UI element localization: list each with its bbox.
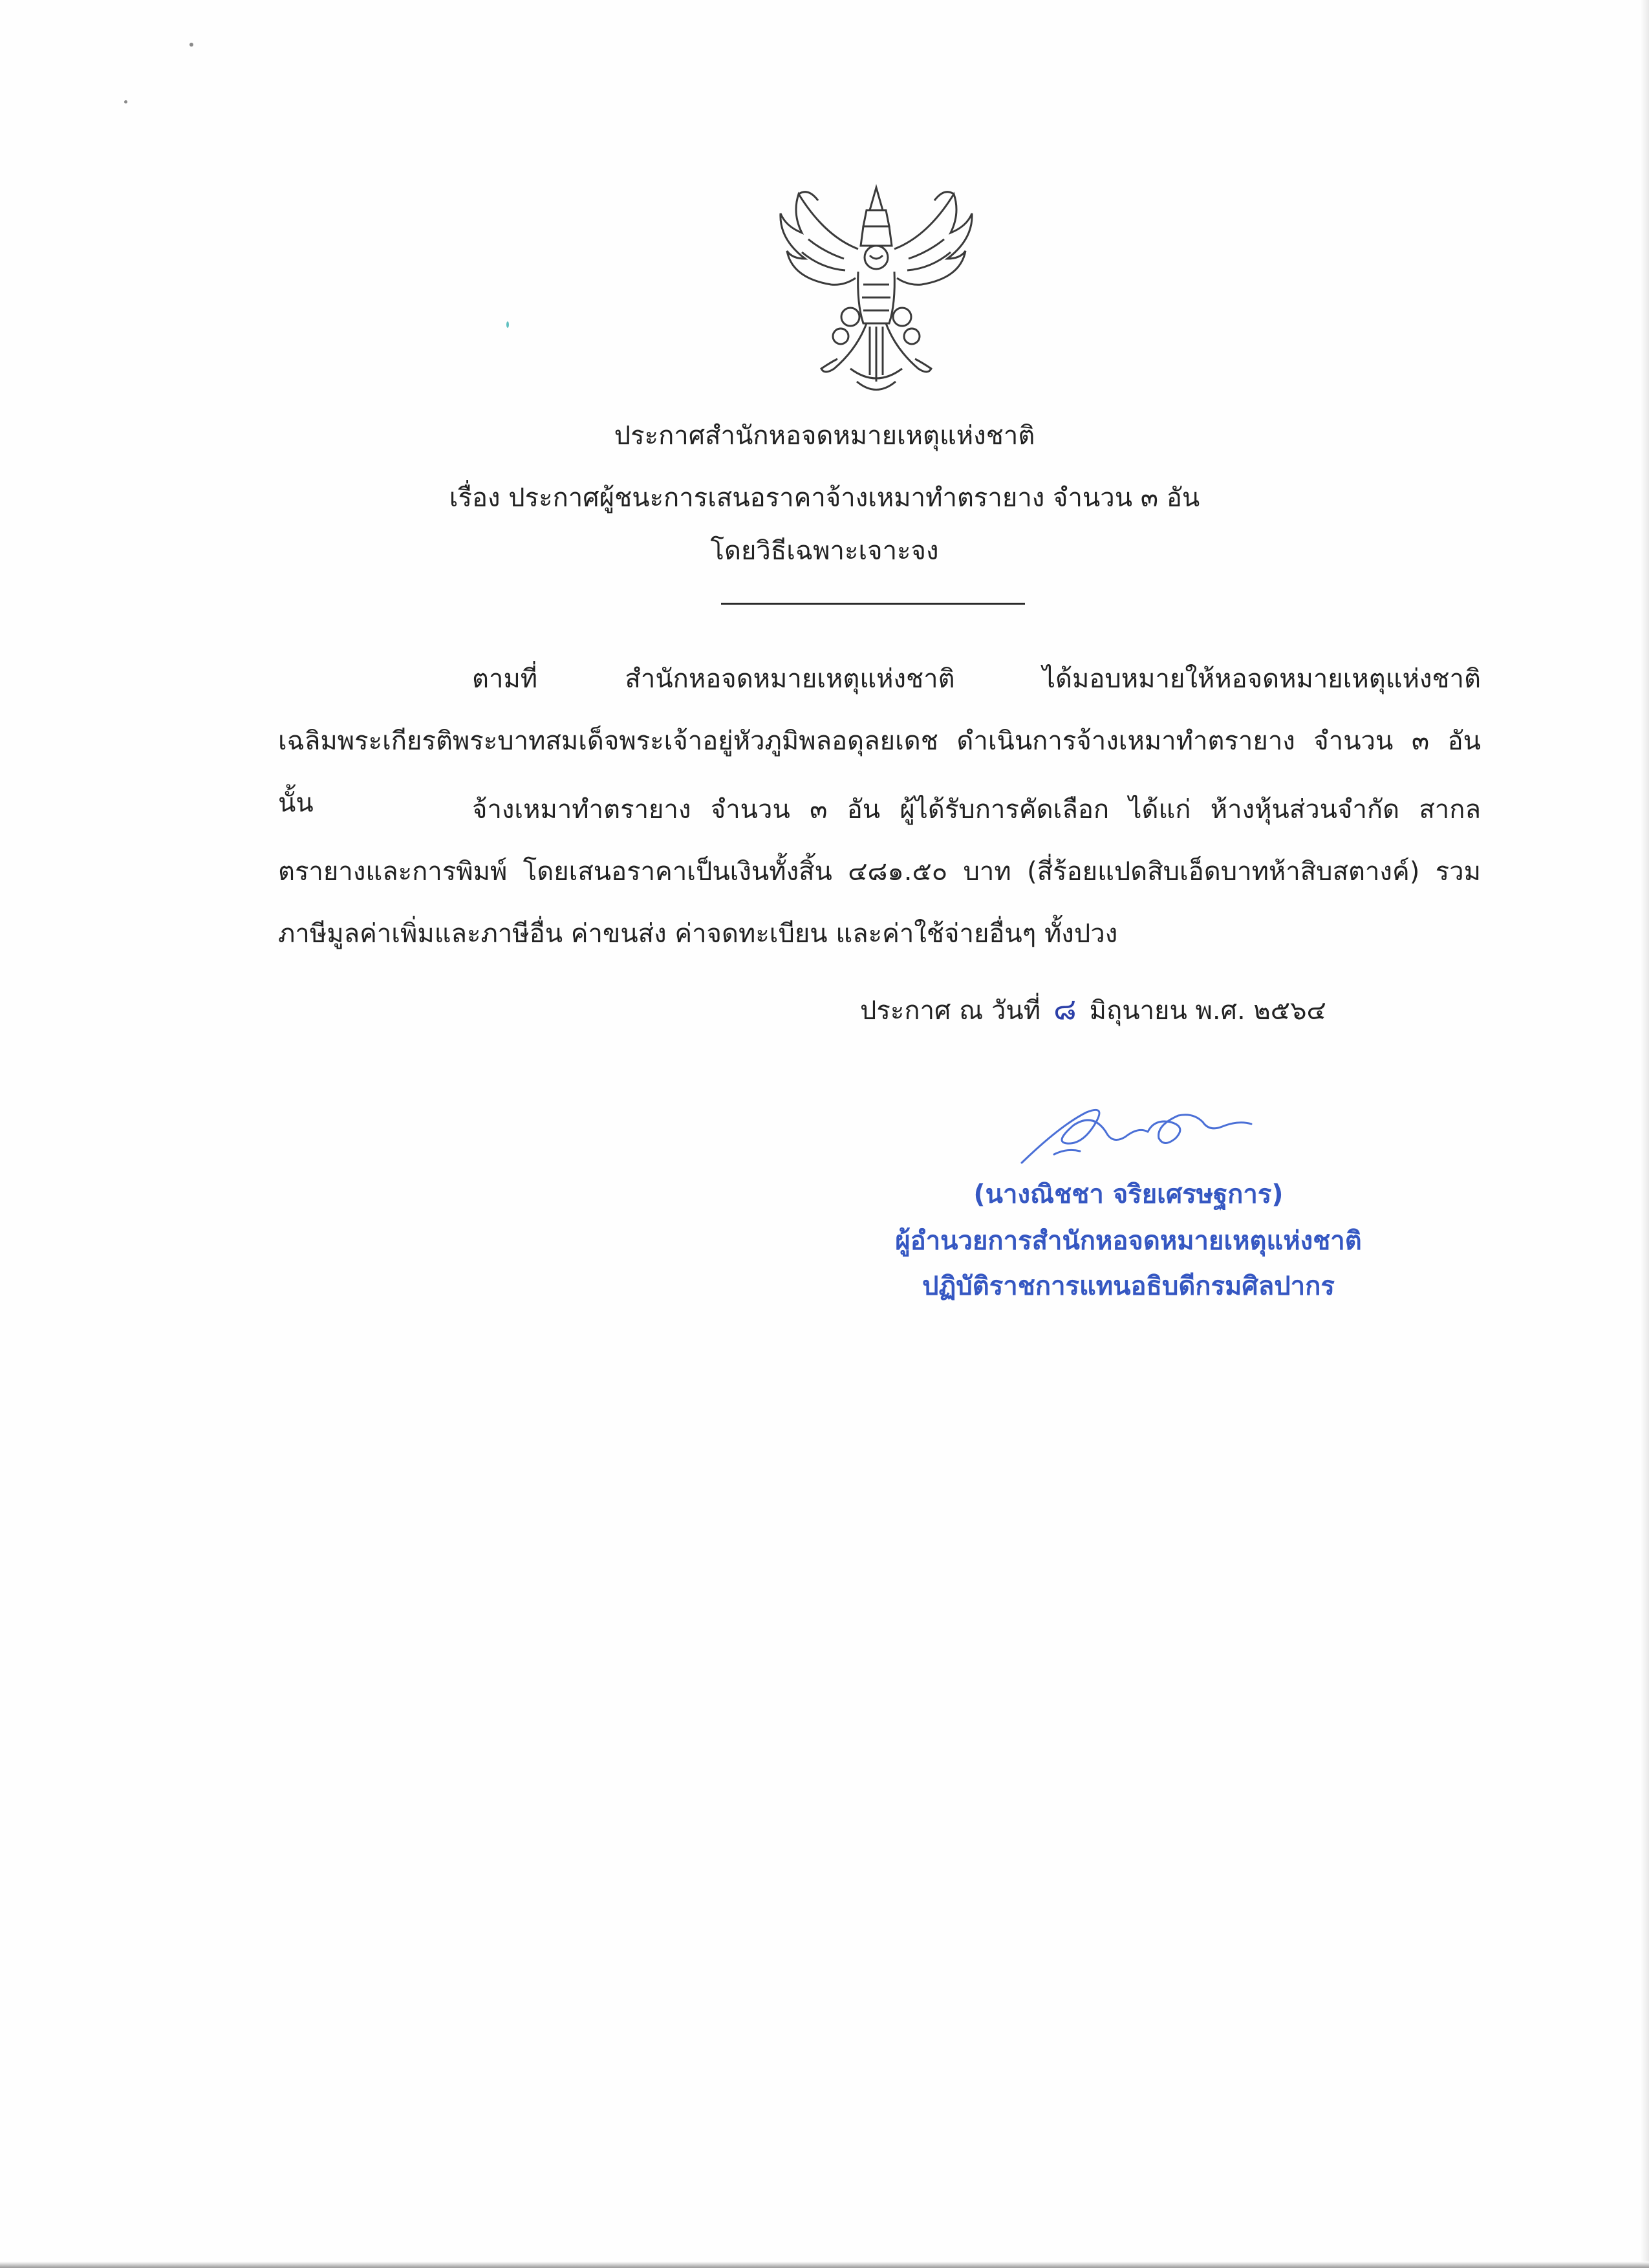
date-day: ๘ bbox=[1053, 991, 1077, 1026]
announcement-date bbox=[860, 989, 1326, 1030]
body-paragraph-2: จ้างเหมาทำตรายาง จำนวน ๓ อัน ผู้ได้รับการคัดเลือก ได้แก่ ห้างหุ้นส่วนจำกัด สากลตรายางและการพิมพ์ โดยเสนอราคาเป็นเงินทั้งสิ้น ๔๘๑.๕๐ บาท (สี่ร้อยแปดสิบเอ็ดบาทห้าสิบสตางค์) รวมภาษีมูลค่าเพิ่มและภาษีอื่น ค่าขนส่ง ค่าจดทะเบียน และค่าใช้จ่ายอื่นๆ ทั้งปวง bbox=[278, 795, 1481, 949]
heading-divider bbox=[721, 603, 1025, 605]
signatory-position: ผู้อำนวยการสำนักหอจดหมายเหตุแห่งชาติ bbox=[895, 1226, 1362, 1256]
body-paragraph-1: ตามที่ สำนักหอจดหมายเหตุแห่งชาติ ได้มอบหมายให้หอจดหมายเหตุแห่งชาติเฉลิมพระเกียรติพระบาทสมเด็จพระเจ้าอยู่หัวภูมิพลอดุลยเดช ดำเนินการจ้างเหมาทำตรายาง จำนวน ๓ อัน นั้น bbox=[278, 664, 1481, 818]
scan-speck bbox=[189, 43, 193, 47]
scan-edge bbox=[0, 2262, 1649, 2268]
announcement-subject: เรื่อง ประกาศผู้ชนะการเสนอราคาจ้างเหมาทำตรายาง จำนวน ๓ อัน bbox=[449, 483, 1200, 513]
handwritten-signature bbox=[1009, 1086, 1280, 1177]
signatory-name: (นางณิชชา จริยเศรษฐการ) bbox=[973, 1180, 1284, 1209]
procurement-method: โดยวิธีเฉพาะเจาะจง bbox=[710, 536, 939, 566]
date-prefix: ประกาศ ณ วันที่ bbox=[860, 996, 1041, 1026]
signatory-acting-title: ปฏิบัติราชการแทนอธิบดีกรมศิลปากร bbox=[922, 1271, 1335, 1301]
garuda-emblem-icon bbox=[773, 175, 980, 401]
announcement-title: ประกาศสำนักหอจดหมายเหตุแห่งชาติ bbox=[614, 421, 1035, 451]
scan-speck bbox=[506, 321, 509, 328]
scan-speck bbox=[124, 100, 127, 103]
scan-edge bbox=[1640, 0, 1649, 2268]
date-month-year: มิถุนายน พ.ศ. ๒๕๖๔ bbox=[1089, 996, 1326, 1026]
